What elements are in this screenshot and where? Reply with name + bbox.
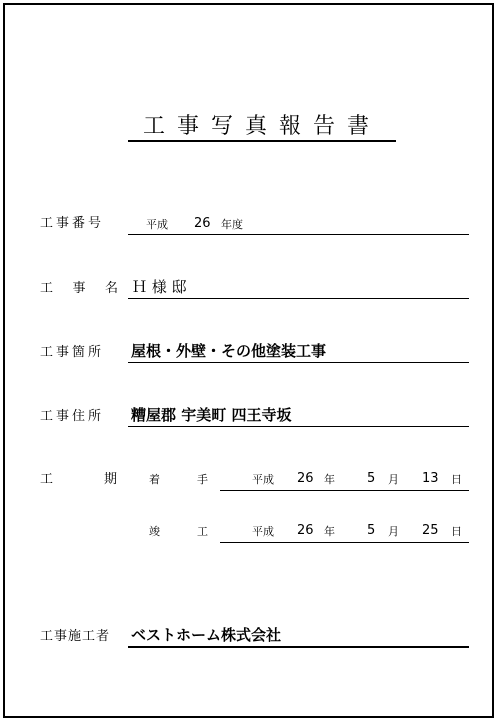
contractor-label: 工事施工者 <box>40 629 111 644</box>
contractor-value: ベストホーム株式会社 <box>131 626 282 644</box>
construction-period-label-char: 工 <box>40 472 57 487</box>
construction-number-rule <box>128 234 469 235</box>
contractor-rule <box>128 646 469 648</box>
construction-name-label-char: 名 <box>104 281 118 296</box>
construction-name-label <box>40 280 118 298</box>
construction-name-label-char: 事 <box>72 281 86 296</box>
completion-month-unit: 月 <box>388 525 399 538</box>
start-month: 5 <box>367 471 376 486</box>
construction-name-rule <box>128 298 469 299</box>
start-year-unit: 年 <box>324 473 335 486</box>
start-label-char: 着 <box>149 473 160 486</box>
construction-location-value: 屋根・外壁・その他塗装工事 <box>131 342 327 360</box>
completion-label-char: 工 <box>197 525 208 538</box>
construction-name-value: Ｈ 様 邸 <box>132 278 187 296</box>
construction-number-era: 平成 <box>146 218 168 231</box>
construction-location-rule <box>128 362 469 363</box>
construction-address-value: 糟屋郡 宇美町 四王寺坂 <box>131 406 292 424</box>
completion-month: 5 <box>367 523 376 538</box>
start-date-rule <box>220 490 469 491</box>
construction-number-year-suffix: 年度 <box>221 218 243 231</box>
completion-year-unit: 年 <box>324 525 335 538</box>
construction-name-label-char: 工 <box>40 281 54 296</box>
start-era: 平成 <box>252 473 274 486</box>
construction-address-rule <box>128 426 469 427</box>
construction-number-label: 工事番号 <box>40 216 105 231</box>
construction-address-label: 工事住所 <box>40 409 105 424</box>
construction-location-label: 工事箇所 <box>40 345 105 360</box>
construction-number-year: 26 <box>194 216 211 231</box>
completion-day-unit: 日 <box>451 525 462 538</box>
completion-year: 26 <box>297 523 314 538</box>
completion-date-rule <box>220 542 469 543</box>
start-label-char: 手 <box>197 473 208 486</box>
construction-period-label-char: 期 <box>104 472 121 487</box>
title-underline <box>128 140 396 142</box>
completion-label-char: 竣 <box>149 525 160 538</box>
start-year: 26 <box>297 471 314 486</box>
completion-day: 25 <box>422 523 439 538</box>
start-day: 13 <box>422 471 439 486</box>
start-day-unit: 日 <box>451 473 462 486</box>
completion-era: 平成 <box>252 525 274 538</box>
document-title: 工事写真報告書 <box>142 114 381 139</box>
start-month-unit: 月 <box>388 473 399 486</box>
